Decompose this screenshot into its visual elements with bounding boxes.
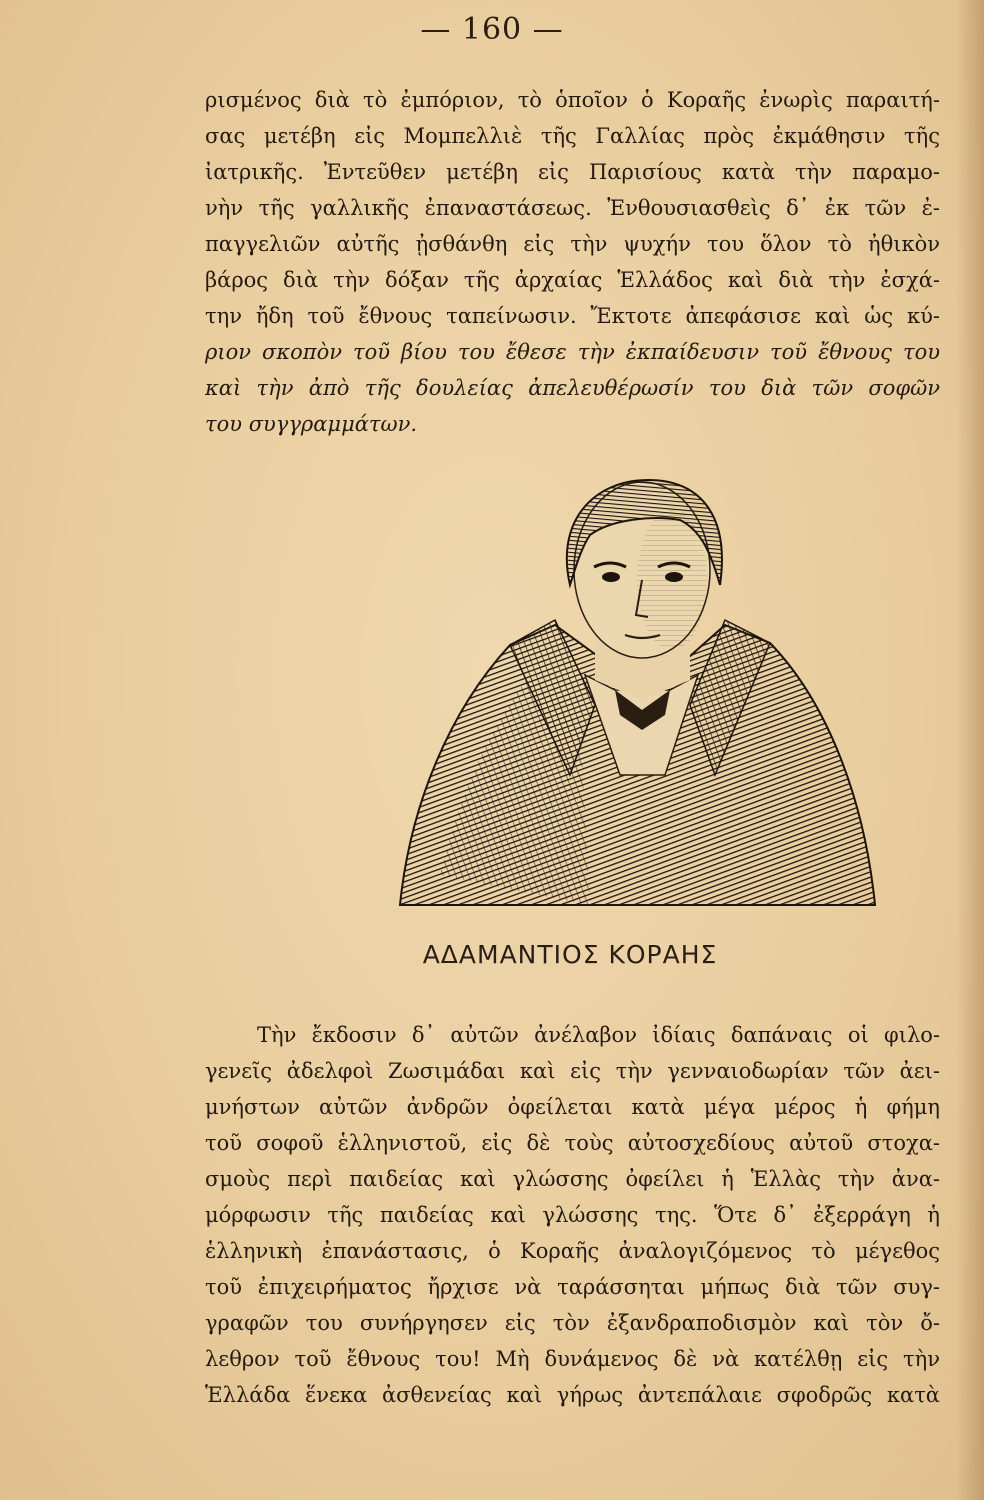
- text-line: καὶ τὴν ἀπὸ τῆς δουλείας ἀπελευθέρωσίν του διὰ τῶν σοφῶν: [205, 376, 940, 400]
- text-line: παγγελιῶν αὐτῆς ᾐσθάνθη εἰς τὴν ψυχήν του ὅλον τὸ ἠθικὸν: [205, 232, 940, 256]
- text-line: τοῦ ἐπιχειρήματος ἤρχισε νὰ ταράσσηται μήπως διὰ τῶν συγ-: [205, 1275, 940, 1299]
- text-line: σας μετέβη εἰς Μομπελλιὲ τῆς Γαλλίας πρὸς ἐκμάθησιν τῆς: [205, 124, 940, 148]
- text-line: λεθρον τοῦ ἔθνους του! Μὴ δυνάμενος δὲ νὰ κατέλθῃ εἰς τὴν: [205, 1347, 940, 1371]
- text-line: βάρος διὰ τὴν δόξαν τῆς ἀρχαίας Ἑλλάδος καὶ διὰ τὴν ἐσχά-: [205, 268, 940, 292]
- portrait-engraving: [380, 475, 955, 935]
- text-line: γενεῖς ἀδελφοὶ Ζωσιμάδαι καὶ εἰς τὴν γενναιοδωρίαν τῶν ἀει-: [205, 1059, 940, 1083]
- text-line: Ἑλλάδα ἕνεκα ἀσθενείας καὶ γήρως ἀντεπάλαιε σφοδρῶς κατὰ: [205, 1383, 940, 1407]
- text-line: Τὴν ἔκδοσιν δ᾽ αὐτῶν ἀνέλαβον ἰδίαις δαπάναις οἱ φιλο-: [257, 1023, 940, 1047]
- bottom-paragraph: [205, 1017, 940, 1413]
- page-number: — 160 —: [420, 12, 564, 47]
- text-line: του συγγραμμάτων.: [205, 412, 418, 436]
- page-edge-shadow: [956, 0, 984, 1500]
- text-line: μόρφωσιν τῆς παιδείας καὶ γλώσσης της. Ὅτε δ᾽ ἐξερράγη ἡ: [205, 1203, 940, 1227]
- text-line: νὴν τῆς γαλλικῆς ἐπαναστάσεως. Ἐνθουσιασθεὶς δ᾽ ἐκ τῶν ἐ-: [205, 196, 940, 220]
- text-line: ριον σκοπὸν τοῦ βίου του ἔθεσε τὴν ἐκπαίδευσιν τοῦ ἔθνους του: [205, 340, 940, 364]
- text-line: ρισμένος διὰ τὸ ἐμπόριον, τὸ ὁποῖον ὁ Κοραῆς ἐνωρὶς παραιτή-: [205, 88, 940, 112]
- text-line: τοῦ σοφοῦ ἑλληνιστοῦ, εἰς δὲ τοὺς αὐτοσχεδίους αὐτοῦ στοχα-: [205, 1131, 940, 1155]
- portrait-caption: ΑΔΑΜΑΝΤΙΟΣ ΚΟΡΑΗΣ: [422, 940, 718, 969]
- text-line: ἑλληνικὴ ἐπανάστασις, ὁ Κοραῆς ἀναλογιζόμενος τὸ μέγεθος: [205, 1239, 940, 1263]
- text-line: ἰατρικῆς. Ἐντεῦθεν μετέβη εἰς Παρισίους κατὰ τὴν παραμο-: [205, 160, 940, 184]
- top-paragraph: [205, 82, 940, 442]
- text-line: γραφῶν του συνήργησεν εἰς τὸν ἐξανδραποδισμὸν καὶ τὸν ὄ-: [205, 1311, 940, 1335]
- text-line: μνήστων αὐτῶν ἀνδρῶν ὀφείλεται κατὰ μέγα μέρος ἡ φήμη: [205, 1095, 940, 1119]
- text-line: σμοὺς περὶ παιδείας καὶ γλώσσης ὀφείλει ἡ Ἑλλὰς τὴν ἀνα-: [205, 1167, 940, 1191]
- text-line: την ἤδη τοῦ ἔθνους ταπείνωσιν. Ἔκτοτε ἀπεφάσισε καὶ ὡς κύ-: [205, 304, 940, 328]
